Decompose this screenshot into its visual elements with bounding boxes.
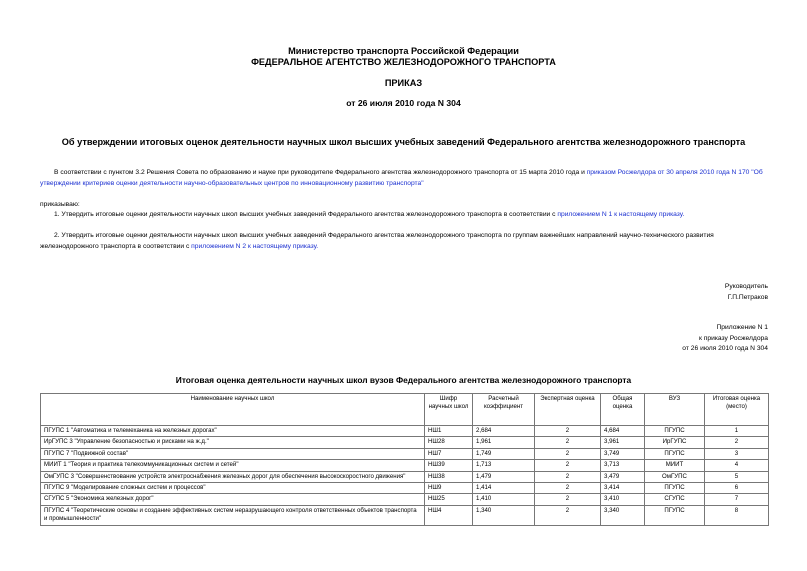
header-calc-coefficient: Расчетный коэффициент <box>473 394 535 426</box>
cell-expert-score: 2 <box>535 460 601 471</box>
header-total-score: Общая оценка <box>601 394 645 426</box>
cell-university: ОмГУПС <box>645 471 705 482</box>
cell-school-code: НШ9 <box>425 483 473 494</box>
cell-final-place: 7 <box>705 494 769 505</box>
cell-calc-coefficient: 1,410 <box>473 494 535 505</box>
cell-school-name: ОмГУПС 3 "Совершенствование устройств электроснабжения железных дорог для обеспечения высокоскоростного движения" <box>41 471 425 482</box>
appendix-2-link[interactable]: приложением N 2 к настоящему приказу. <box>191 243 319 250</box>
cell-total-score: 3,414 <box>601 483 645 494</box>
preamble-text: В соответствии с пунктом 3.2 Решения Совета по образованию и науке при руководителе Федерального агентства железнодорожного транспорта от 15 марта 2010 года и <box>54 169 587 176</box>
cell-school-code: НШ39 <box>425 460 473 471</box>
header-school-name: Наименование научных школ <box>41 394 425 426</box>
table-row <box>41 426 769 437</box>
agency-name: ФЕДЕРАЛЬНОЕ АГЕНТСТВО ЖЕЛЕЗНОДОРОЖНОГО ТРАНСПОРТА <box>251 57 556 67</box>
table-row <box>41 460 769 471</box>
header-university: ВУЗ <box>645 394 705 426</box>
cell-final-place: 4 <box>705 460 769 471</box>
cell-final-place: 1 <box>705 426 769 437</box>
header-final-place: Итоговая оценка (место) <box>705 394 769 426</box>
cell-total-score: 3,749 <box>601 448 645 459</box>
cell-university: ПГУПС <box>645 426 705 437</box>
cell-school-code: НШ28 <box>425 437 473 448</box>
item-1-paragraph <box>40 209 768 220</box>
cell-expert-score: 2 <box>535 426 601 437</box>
document-type: ПРИКАЗ <box>384 78 423 88</box>
ministry-name: Министерство транспорта Российской Федерации <box>288 46 519 56</box>
document-date: от 26 июля 2010 года N 304 <box>346 98 461 108</box>
cell-total-score: 3,479 <box>601 471 645 482</box>
cell-expert-score: 2 <box>535 448 601 459</box>
item-1-text: 1. Утвердить итоговые оценки деятельности научных школ высших учебных заведений Федерального агентства железнодорожного транспорта в соответствии с <box>54 211 558 218</box>
cell-expert-score: 2 <box>535 483 601 494</box>
table-row <box>41 448 769 459</box>
preamble-paragraph <box>40 167 768 189</box>
cell-university: ИрГУПС <box>645 437 705 448</box>
cell-final-place: 3 <box>705 448 769 459</box>
signature-role: Руководитель <box>724 283 768 290</box>
cell-calc-coefficient: 1,713 <box>473 460 535 471</box>
cell-final-place: 5 <box>705 471 769 482</box>
cell-school-name: ПГУПС 7 "Подвижной состав" <box>41 448 425 459</box>
cell-expert-score: 2 <box>535 505 601 525</box>
cell-total-score: 3,713 <box>601 460 645 471</box>
signature-block <box>28 282 768 303</box>
cell-school-code: НШ1 <box>425 426 473 437</box>
appendix-caption <box>28 323 768 355</box>
cell-university: ПГУПС <box>645 483 705 494</box>
cell-school-name: ПГУПС 1 "Автоматика и телемеханика на железных дорогах" <box>41 426 425 437</box>
cell-university: МИИТ <box>645 460 705 471</box>
cell-final-place: 8 <box>705 505 769 525</box>
table-row <box>41 483 769 494</box>
document-header <box>0 46 807 68</box>
table-row <box>41 494 769 505</box>
cell-school-name: МИИТ 1 "Теория и практика телекоммуникационных систем и сетей" <box>41 460 425 471</box>
order-170-link[interactable]: приказом Росжелдора от 30 апреля 2010 года N 170 <box>586 169 750 176</box>
table-row <box>41 437 769 448</box>
cell-school-name: ПГУПС 4 "Теоретические основы и создание эффективных систем неразрушающего контроля ответственных объектов транспорта и промышленности" <box>41 505 425 525</box>
table-row <box>41 505 769 525</box>
cell-expert-score: 2 <box>535 471 601 482</box>
cell-final-place: 2 <box>705 437 769 448</box>
cell-school-code: НШ7 <box>425 448 473 459</box>
ratings-table <box>40 393 769 526</box>
cell-school-code: НШ4 <box>425 505 473 525</box>
signature-name: Г.П.Петраков <box>727 293 768 301</box>
cell-school-name: ПГУПС 9 "Моделирование сложных систем и процессов" <box>41 483 425 494</box>
cell-final-place: 6 <box>705 483 769 494</box>
cell-school-code: НШ38 <box>425 471 473 482</box>
cell-calc-coefficient: 2,684 <box>473 426 535 437</box>
table-row <box>41 471 769 482</box>
cell-university: ПГУПС <box>645 448 705 459</box>
header-expert-score: Экспертная оценка <box>535 394 601 426</box>
cell-calc-coefficient: 1,414 <box>473 483 535 494</box>
cell-total-score: 3,410 <box>601 494 645 505</box>
appendix-title: Итоговая оценка деятельности научных школ вузов Федерального агентства железнодорожного транспорта <box>175 375 632 385</box>
header-school-code: Шифр научных школ <box>425 394 473 426</box>
cell-school-name: ИрГУПС 3 "Управление безопасностью и рисками на ж.д." <box>41 437 425 448</box>
cell-school-code: НШ25 <box>425 494 473 505</box>
order-word: приказываю: <box>40 201 80 208</box>
cell-total-score: 3,340 <box>601 505 645 525</box>
cell-calc-coefficient: 1,479 <box>473 471 535 482</box>
appendix-1-link[interactable]: приложением N 1 к настоящему приказу. <box>557 211 685 218</box>
appendix-line-3: от 26 июля 2010 года N 304 <box>682 345 768 352</box>
cell-expert-score: 2 <box>535 437 601 448</box>
appendix-line-1: Приложение N 1 <box>716 324 768 331</box>
cell-university: СГУПС <box>645 494 705 505</box>
item-2-text: 2. Утвердить итоговые оценки деятельности научных школ высших учебных заведений Федерального агентства железнодорожного транспорта по группам важнейших направлений научно-технического развития железнодорожного транспорта в соответствии с <box>40 232 714 250</box>
cell-calc-coefficient: 1,340 <box>473 505 535 525</box>
cell-school-name: СГУПС 5 "Экономика железных дорог" <box>41 494 425 505</box>
document-title: Об утверждении итоговых оценок деятельности научных школ высших учебных заведений Федерального агентства железнодорожного транспорта <box>61 137 746 147</box>
item-2-paragraph <box>40 230 768 252</box>
cell-total-score: 3,961 <box>601 437 645 448</box>
table-header-row <box>41 394 769 426</box>
cell-calc-coefficient: 1,961 <box>473 437 535 448</box>
order-170-title-link[interactable]: "Об утверждении критериев оценки деятельности научно-образовательных центров по инновационному развитию транспорта" <box>40 169 763 187</box>
appendix-line-2: к приказу Росжелдора <box>698 334 768 342</box>
cell-university: ПГУПС <box>645 505 705 525</box>
cell-expert-score: 2 <box>535 494 601 505</box>
cell-calc-coefficient: 1,749 <box>473 448 535 459</box>
cell-total-score: 4,684 <box>601 426 645 437</box>
